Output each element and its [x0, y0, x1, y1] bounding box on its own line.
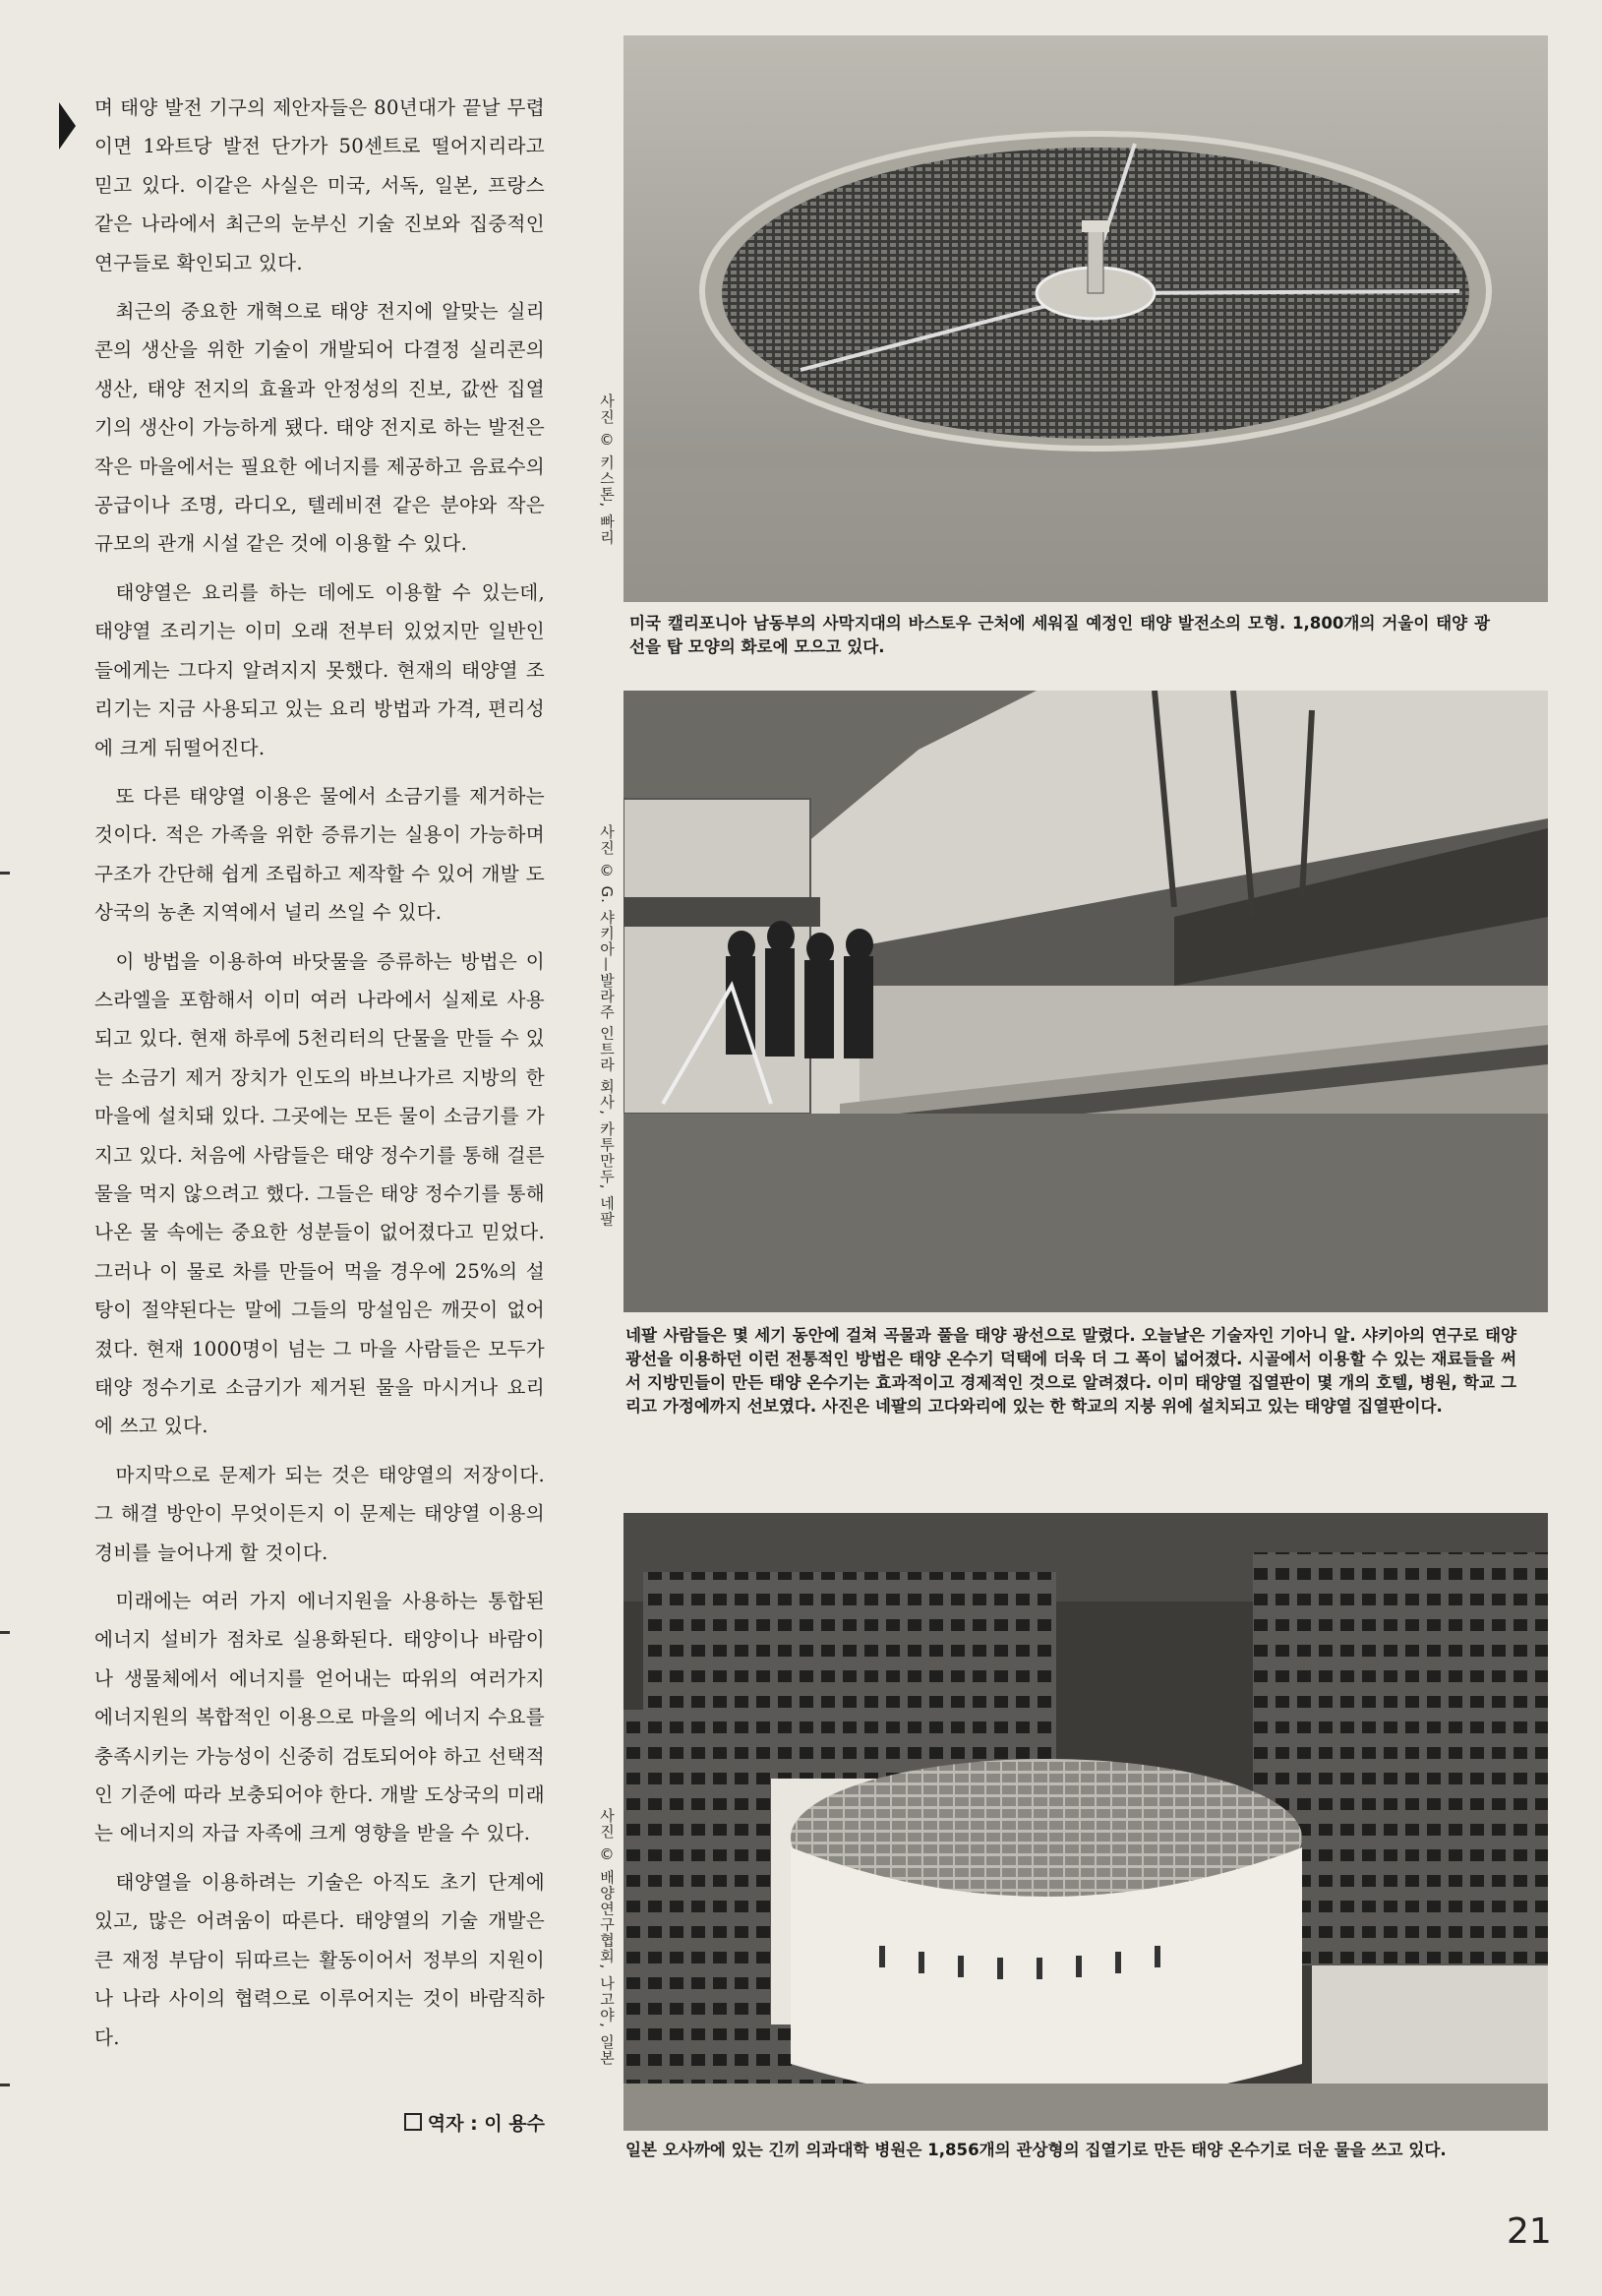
page-number: 21: [1507, 2211, 1552, 2252]
article-paragraph: 며 태양 발전 기구의 제안자들은 80년대가 끝날 무렵이면 1와트당 발전 단가가 50센트로 떨어지리라고 믿고 있다. 이같은 사실은 미국, 서독, 일본, 프랑스 같은 나라에서 최근의 눈부신 기술 진보와 집중적인 연구들로 확인되고 있다.: [94, 96, 545, 274]
article-body: [94, 89, 545, 2067]
photo-solar-tower-model: [623, 35, 1548, 602]
article-paragraph: 또 다른 태양열 이용은 물에서 소금기를 제거하는 것이다. 적은 가족을 위한 증류기는 실용이 가능하며 구조가 간단해 쉽게 조립하고 제작할 수 있어 개발 도상국의 농촌 지역에서 널리 쓰일 수 있다.: [94, 784, 545, 925]
article-paragraph: 미래에는 여러 가지 에너지원을 사용하는 통합된 에너지 설비가 점차로 실용화된다. 태양이나 바람이나 생물체에서 에너지를 얻어내는 따위의 여러가지 에너지원의 복합적인 이용으로 마을의 에너지 수요를 충족시키는 가능성이 신중히 검토되어야 하고 선택적인 기준에 따라 보충되어야 한다. 개발 도상국의 미래는 에너지의 자급 자족에 크게 영향을 받을 수 있다.: [94, 1590, 545, 1845]
margin-mark: [0, 1631, 10, 1634]
photo-credit-2: 사진 © G. 샤키아—발라주 인트라 회사, 카투만두, 네팔: [598, 824, 616, 1228]
article-paragraph: 이 방법을 이용하여 바닷물을 증류하는 방법은 이스라엘을 포함해서 이미 여러 나라에서 실제로 사용되고 있다. 현재 하루에 5천리터의 단물을 만들 수 있는 소금기 제거 장치가 인도의 바브나가르 지방의 한 마을에 설치돼 있다. 그곳에는 모든 물이 소금기를 가지고 있다. 처음에 사람들은 태양 정수기를 통해 걸른 물을 먹지 않으려고 했다. 그들은 태양 정수기를 통해 나온 물 속에는 중요한 성분들이 없어졌다고 믿었다. 그러나 이 물로 차를 만들어 먹을 경우에 25%의 설탕이 절약된다는 말에 그들의 망설임은 깨끗이 없어졌다. 현재 1000명이 넘는 그 마을 사람들은 모두가 태양 정수기로 소금기가 제거된 물을 마시거나 요리에 쓰고 있다.: [94, 949, 545, 1438]
photo-nepal-school-roof: [623, 691, 1548, 1312]
square-bullet-icon: [404, 2113, 422, 2131]
osaka-hospital-image: [623, 1513, 1548, 2131]
nepal-school-roof-image: [623, 691, 1548, 1312]
photo-caption-1: 미국 캘리포니아 남동부의 사막지대의 바스토우 근처에 세워질 예정인 태양 발전소의 모형. 1,800개의 거울이 태양 광선을 탑 모양의 화로에 모으고 있다.: [629, 614, 1490, 656]
photo-caption-2: 네팔 사람들은 몇 세기 동안에 걸쳐 곡물과 풀을 태양 광선으로 말렸다. 오늘날은 기술자인 기아니 알. 샤키아의 연구로 태양 광선을 이용하던 이런 전통적인 방법은 태양 온수기 덕택에 더욱 더 그 폭이 넓어졌다. 시골에서 이용할 수 있는 재료들을 써서 지방민들이 만든 태양 온수기는 효과적이고 경제적인 것으로 알려졌다. 이미 태양열 집열판이 몇 개의 호텔, 병원, 학교 그리고 가정에까지 선보였다. 사진은 네팔의 고다와리에 있는 한 학교의 지붕 위에 설치되고 있는 태양열 집열판이다.: [625, 1326, 1516, 1416]
margin-mark: [0, 872, 10, 875]
photo-caption-3: 일본 오사까에 있는 긴끼 의과대학 병원은 1,856개의 관상형의 집열기로 만든 태양 온수기로 더운 물을 쓰고 있다.: [625, 2141, 1447, 2159]
continuation-arrow-icon: [59, 102, 76, 150]
article-paragraph: 태양열을 이용하려는 기술은 아직도 초기 단계에 있고, 많은 어려움이 따른다. 태양열의 기술 개발은 큰 재정 부담이 뒤따르는 활동이어서 정부의 지원이나 나라 사이의 협력으로 이루어지는 것이 바람직하다.: [94, 1870, 545, 2049]
translator-name: 역자 : 이 용수: [427, 2113, 545, 2135]
article-paragraph: 최근의 중요한 개혁으로 태양 전지에 알맞는 실리콘의 생산을 위한 기술이 개발되어 다결정 실리콘의 생산, 태양 전지의 효율과 안정성의 진보, 값싼 집열기의 생산이 가능하게 됐다. 태양 전지로 하는 발전은 작은 마을에서는 필요한 에너지를 제공하고 음료수의 공급이나 조명, 라디오, 텔레비젼 같은 분야와 작은 규모의 관개 시설 같은 것에 이용할 수 있다.: [94, 300, 545, 556]
article-paragraph: 마지막으로 문제가 되는 것은 태양열의 저장이다. 그 해결 방안이 무엇이든지 이 문제는 태양열 이용의 경비를 늘어나게 할 것이다.: [94, 1463, 545, 1564]
photo-osaka-hospital: [623, 1513, 1548, 2131]
solar-tower-model-image: [623, 35, 1548, 602]
photo-credit-3: 사진 © 배양연구협회, 나고야, 일본: [598, 1808, 616, 2066]
photo-credit-1: 사진 © 키스톤, 빠리: [598, 393, 616, 546]
translator-credit: [380, 2109, 545, 2136]
article-paragraph: 태양열은 요리를 하는 데에도 이용할 수 있는데, 태양열 조리기는 이미 오래 전부터 있었지만 일반인들에게는 그다지 알려지지 못했다. 현재의 태양열 조리기는 지금 사용되고 있는 요리 방법과 가격, 편리성에 크게 뒤떨어진다.: [94, 580, 545, 759]
margin-mark: [0, 2084, 10, 2086]
